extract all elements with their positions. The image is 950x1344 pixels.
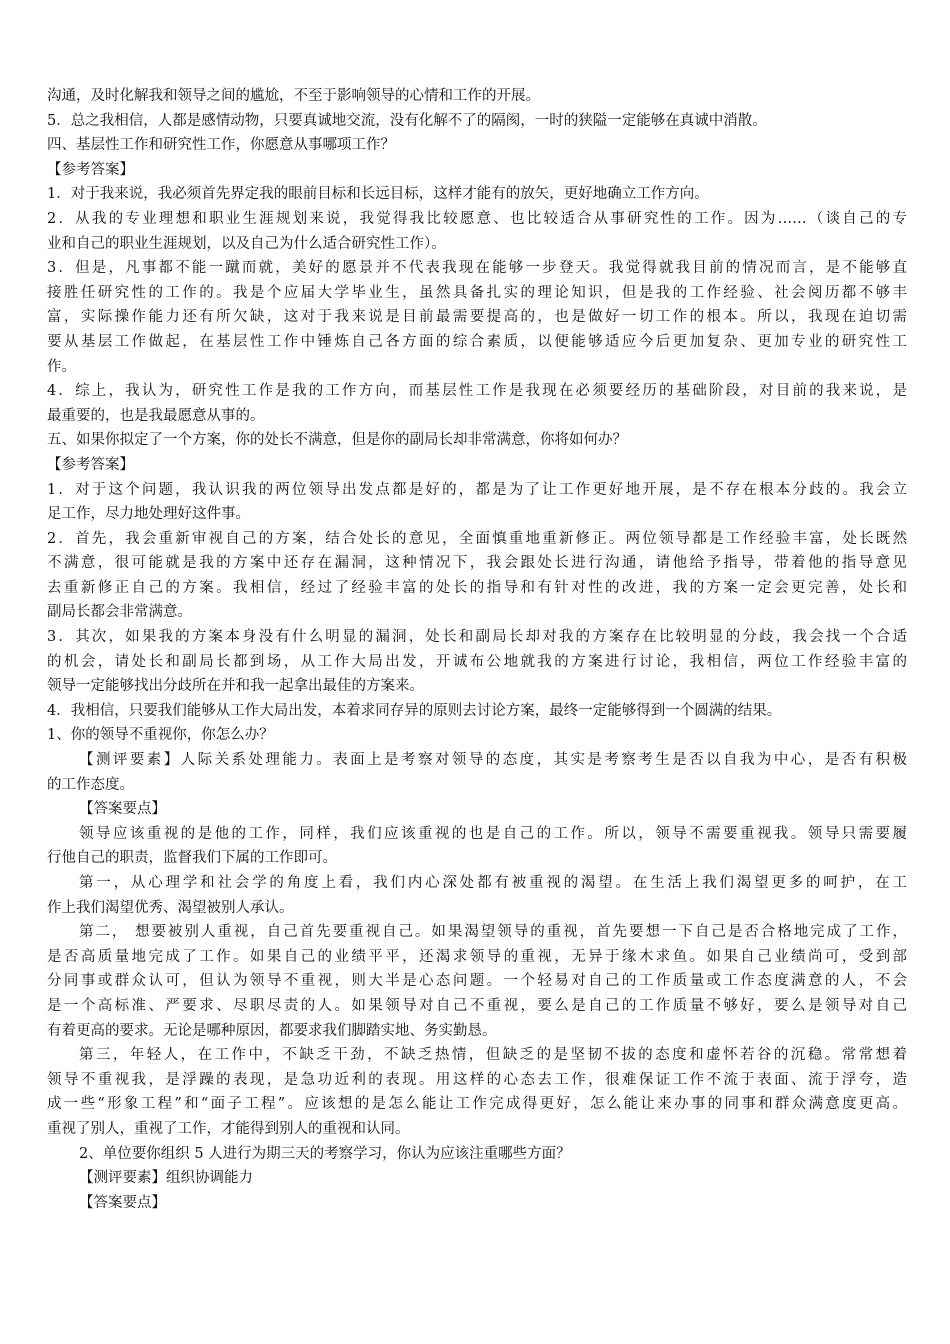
text-line: 2．从我的专业理想和职业生涯规划来说，我觉得我比较愿意、也比较适合从事研究性的工作。因为……（谈自己的专 <box>47 210 907 227</box>
text-line: 【答案要点】 <box>79 1194 166 1211</box>
text-line: 3．但是，凡事都不能一蹴而就，美好的愿景并不代表我现在能够一步登天。我觉得就我目前的情况而言，是不能够直 <box>47 260 907 277</box>
text-line: 最重要的，也是我最愿意从事的。 <box>47 407 265 424</box>
text-line: 四、基层性工作和研究性工作，你愿意从事哪项工作？ <box>47 137 395 154</box>
text-line: 1、你的领导不重视你，你怎么办？ <box>47 727 274 744</box>
text-line: 5．总之我相信，人都是感情动物，只要真诚地交流，没有化解不了的隔阂，一时的狭隘一定能够在真诚中消散。 <box>47 112 767 129</box>
text-line: 1．对于我来说，我必须首先界定我的眼前目标和长远目标，这样才能有的放矢，更好地确立工作方向。 <box>47 186 709 203</box>
text-line: 【测评要素】组织协调能力 <box>79 1170 253 1187</box>
text-line: 是一个高标准、严要求、尽职尽责的人。如果领导对自己不重视，要么是自己的工作质量不够好，要么是领导对自己 <box>47 997 907 1014</box>
text-line: 领导不重视我，是浮躁的表现，是急功近利的表现。用这样的心态去工作，很难保证工作不流于表面、流于浮夸，造 <box>47 1071 907 1088</box>
text-line: 分同事或群众认可，但认为领导不重视，则大半是心态问题。一个轻易对自己的工作质量或工作态度满意的人，不会 <box>47 973 907 990</box>
text-line: 成一些“形象工程”和“面子工程”。应该想的是怎么能让工作完成得更好，怎么能让来办事的同事和群众满意度更高。 <box>47 1096 907 1113</box>
text-line: 行他自己的职责，监督我们下属的工作即可。 <box>47 850 337 867</box>
text-line: 【参考答案】 <box>47 161 134 178</box>
text-line: 【答案要点】 <box>79 801 166 818</box>
text-line: 【参考答案】 <box>47 456 134 473</box>
text-line: 3．其次，如果我的方案本身没有什么明显的漏洞，处长和副局长却对我的方案存在比较明显的分歧，我会找一个合适 <box>47 629 907 646</box>
text-line: 第三，年轻人，在工作中，不缺乏干劲，不缺乏热情，但缺乏的是坚韧不拔的态度和虚怀若谷的沉稳。常常想着 <box>79 1047 907 1064</box>
text-line: 的机会，请处长和副局长都到场，从工作大局出发，开诚布公地就我的方案进行讨论，我相信，两位工作经验丰富的 <box>47 653 907 670</box>
text-line: 1．对于这个问题，我认识我的两位领导出发点都是好的，都是为了让工作更好地开展，是不存在根本分歧的。我会立 <box>47 481 907 498</box>
text-line: 有着更高的要求。无论是哪种原因，都要求我们脚踏实地、务实勤恳。 <box>47 1022 497 1039</box>
text-line: 接胜任研究性的工作的。我是个应届大学毕业生，虽然具备扎实的理论知识，但是我的工作经验、社会阅历都不够丰 <box>47 284 907 301</box>
text-line: 业和自己的职业生涯规划，以及自己为什么适合研究性工作）。 <box>47 235 446 252</box>
text-line: 作。 <box>47 358 76 375</box>
text-line: 去重新修正自己的方案。我相信，经过了经验丰富的处长的指导和有针对性的改进，我的方案一定会更完善，处长和 <box>47 579 907 596</box>
text-line: 2、单位要你组织 5 人进行为期三天的考察学习，你认为应该注重哪些方面？ <box>79 1145 571 1162</box>
text-line: 4．综上，我认为，研究性工作是我的工作方向，而基层性工作是我现在必须要经历的基础阶段，对目前的我来说，是 <box>47 383 907 400</box>
text-line: 4．我相信，只要我们能够从工作大局出发，本着求同存异的原则去讨论方案，最终一定能够得到一个圆满的结果。 <box>47 702 782 719</box>
text-line: 领导一定能够找出分歧所在并和我一起拿出最佳的方案来。 <box>47 678 424 695</box>
document-page <box>47 84 907 1215</box>
text-line: 重视了别人，重视了工作，才能得到别人的重视和认同。 <box>47 1120 410 1137</box>
text-line: 富，实际操作能力还有所欠缺，这对于我来说是目前最需要提高的，也是做好一切工作的根本。所以，我现在迫切需 <box>47 309 907 326</box>
text-line: 2．首先，我会重新审视自己的方案，结合处长的意见，全面慎重地重新修正。两位领导都是工作经验丰富，处长既然 <box>47 530 907 547</box>
text-line: 第二， 想要被别人重视，自己首先要重视自己。如果渴望领导的重视，首先要想一下自己是否合格地完成了工作， <box>79 924 907 941</box>
text-line: 足工作，尽力地处理好这件事。 <box>47 506 250 523</box>
text-line: 五、如果你拟定了一个方案，你的处长不满意，但是你的副局长却非常满意，你将如何办？ <box>47 432 627 449</box>
text-line: 第一，从心理学和社会学的角度上看，我们内心深处都有被重视的渴望。在生活上我们渴望更多的呵护，在工 <box>79 875 907 891</box>
text-line: 不满意，很可能就是我的方案中还存在漏洞，这种情况下，我会跟处长进行沟通，请他给予指导，带着他的指导意见 <box>47 555 907 572</box>
text-line: 副局长都会非常满意。 <box>47 604 192 621</box>
text-line: 是否高质量地完成了工作。如果自己的业绩平平，还渴求领导的重视，无异于缘木求鱼。如果自己业绩尚可，受到部 <box>47 948 907 965</box>
text-line: 领导应该重视的是他的工作，同样，我们应该重视的也是自己的工作。所以，领导不需要重视我。领导只需要履 <box>79 825 907 842</box>
text-line: 要从基层工作做起，在基层性工作中锤炼自己各方面的综合素质，以便能够适应今后更加复杂、更加专业的研究性工 <box>47 333 907 350</box>
text-line: 的工作态度。 <box>47 776 134 793</box>
text-line: 【测评要素】人际关系处理能力。表面上是考察对领导的态度，其实是考察考生是否以自我为中心，是否有积极 <box>79 752 907 769</box>
text-line: 作上我们渴望优秀、渴望被别人承认。 <box>47 899 294 916</box>
text-line: 沟通，及时化解我和领导之间的尴尬，不至于影响领导的心情和工作的开展。 <box>47 88 540 104</box>
